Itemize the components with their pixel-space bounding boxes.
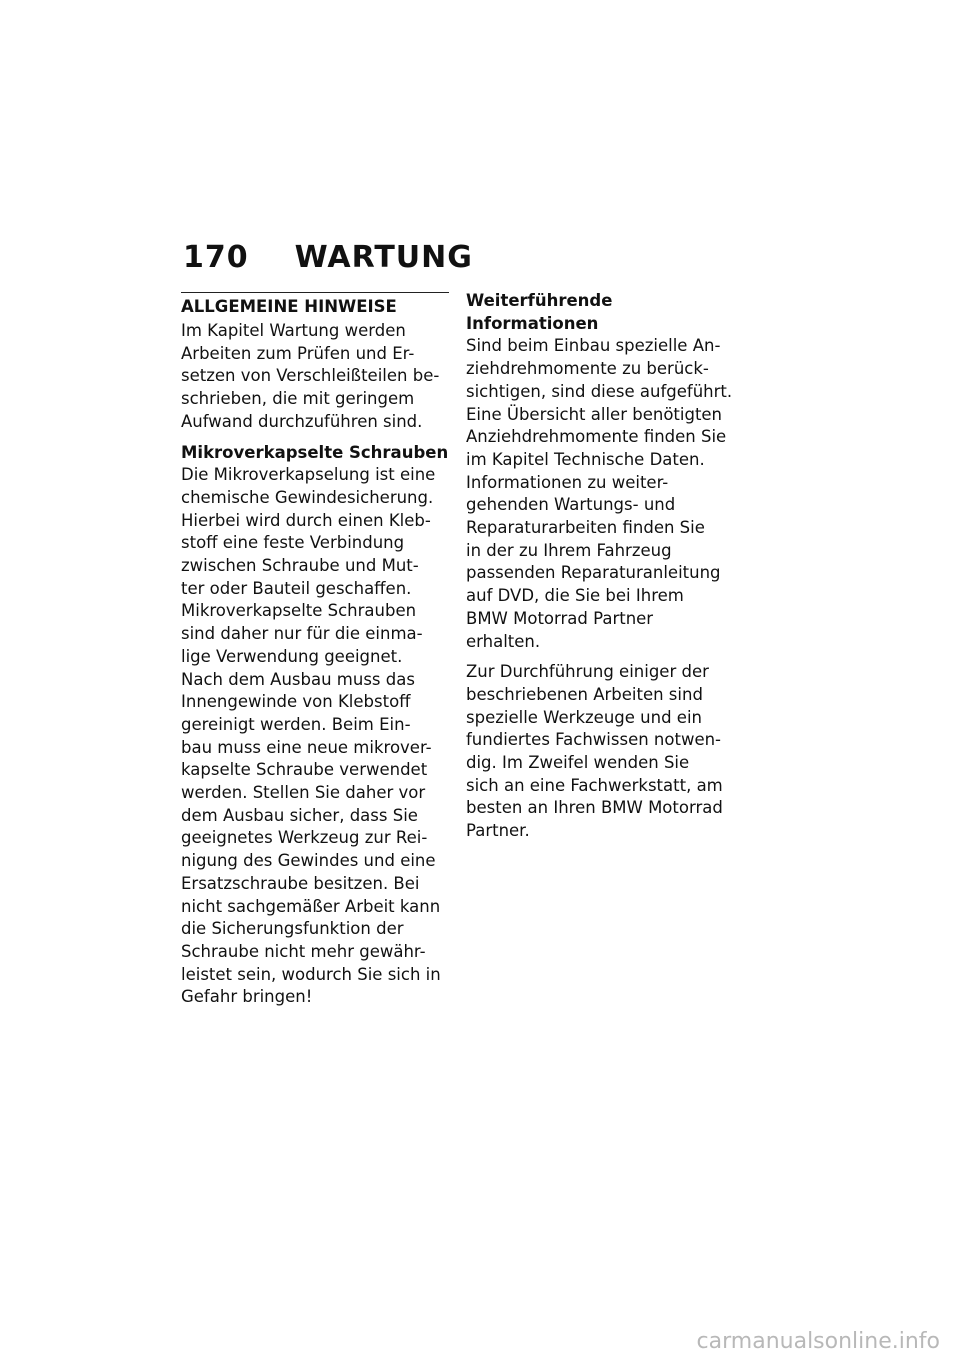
text-line: nigung des Gewindes und eine [181,851,436,871]
page-header [183,240,473,275]
paragraph-removal [181,669,449,1010]
text-line: werden. Stellen Sie daher vor [181,783,426,803]
text-line: lige Verwendung geeignet. [181,646,403,666]
text-line: zwischen Schraube und Mut- [181,556,419,576]
text-line: stoff eine feste Verbindung [181,533,405,553]
watermark: carmanualsonline.info [696,1329,940,1354]
text-line: Die Mikroverkapselung ist eine [181,465,436,485]
text-line: gereinigt werden. Beim Ein- [181,714,411,734]
text-line: bau muss eine neue mikrover- [181,737,432,757]
text-line: Gefahr bringen! [181,987,313,1007]
text-line: im Kapitel Technische Daten. [466,449,705,469]
text-line: Im Kapitel Wartung werden [181,321,406,340]
text-line: gehenden Wartungs- und [466,495,676,515]
left-column [181,292,449,1017]
text-line: leistet sein, wodurch Sie sich in [181,964,441,984]
text-line: nicht sachgemäßer Arbeit kann [181,896,441,916]
text-line: Arbeiten zum Prüfen und Er- [181,343,415,363]
paragraph-tools [466,661,734,843]
text-line: Zur Durchführung einiger der [466,662,709,682]
text-line: sichtigen, sind diese aufgeführt. [466,381,733,401]
text-line: Hierbei wird durch einen Kleb- [181,510,431,530]
text-line: dig. Im Zweifel wenden Sie [466,753,690,773]
text-line: erhalten. [466,631,541,651]
text-line: auf DVD, die Sie bei Ihrem [466,586,684,606]
paragraph-repair-manual [466,472,734,654]
intro-paragraph [181,320,449,434]
text-line: besten an Ihren BMW Motorrad [466,798,723,818]
text-line: geeignetes Werkzeug zur Rei- [181,828,428,848]
text-line: Mikroverkapselte Schrauben [181,601,417,621]
text-line: Nach dem Ausbau muss das [181,669,415,689]
right-column [466,290,734,851]
text-line: kapselte Schraube verwendet [181,760,428,780]
text-line: passenden Reparaturanleitung [466,563,721,583]
section-heading: ALLGEMEINE HINWEISE [181,297,397,316]
paragraph-torques [466,335,734,471]
text-line: Anziehdrehmomente finden Sie [466,427,727,447]
text-line: schrieben, die mit geringem [181,389,415,409]
text-line: ter oder Bauteil geschaffen. [181,578,412,598]
text-line: beschriebenen Arbeiten sind [466,684,703,704]
text-line: chemische Gewindesicherung. [181,487,434,507]
text-line: fundiertes Fachwissen notwen- [466,730,722,750]
text-line: dem Ausbau sicher, dass Sie [181,805,418,825]
page-title: WARTUNG [294,240,473,275]
text-line: in der zu Ihrem Fahrzeug [466,540,672,560]
text-line: die Sicherungsfunktion der [181,919,404,939]
text-line: sind daher nur für die einma- [181,624,423,644]
text-line: Schraube nicht mehr gewähr- [181,941,426,961]
text-line: Sind beim Einbau spezielle An- [466,336,721,356]
text-line: setzen von Verschleißteilen be- [181,366,440,386]
section-divider [181,292,449,293]
text-line: sich an eine Fachwerkstatt, am [466,775,723,795]
text-line: Informationen zu weiter- [466,472,669,492]
text-line: Partner. [466,821,530,841]
text-line: Innengewinde von Klebstoff [181,692,411,712]
text-line: BMW Motorrad Partner [466,608,654,628]
text-line: Reparaturarbeiten finden Sie [466,518,705,538]
text-line: spezielle Werkzeuge und ein [466,707,702,727]
text-line: Eine Übersicht aller benötigten [466,404,723,424]
text-line: Aufwand durchzuführen sind. [181,411,423,431]
paragraph-microencapsulation [181,464,449,668]
subheading-mikroverkapselte-schrauben: Mikroverkapselte Schrauben [181,442,449,462]
subheading-weiterfuehrende-informationen: Weiterführende Informationen [466,291,613,333]
text-line: Ersatzschraube besitzen. Bei [181,873,420,893]
text-line: ziehdrehmomente zu berück- [466,359,709,379]
page-number: 170 [183,240,249,275]
